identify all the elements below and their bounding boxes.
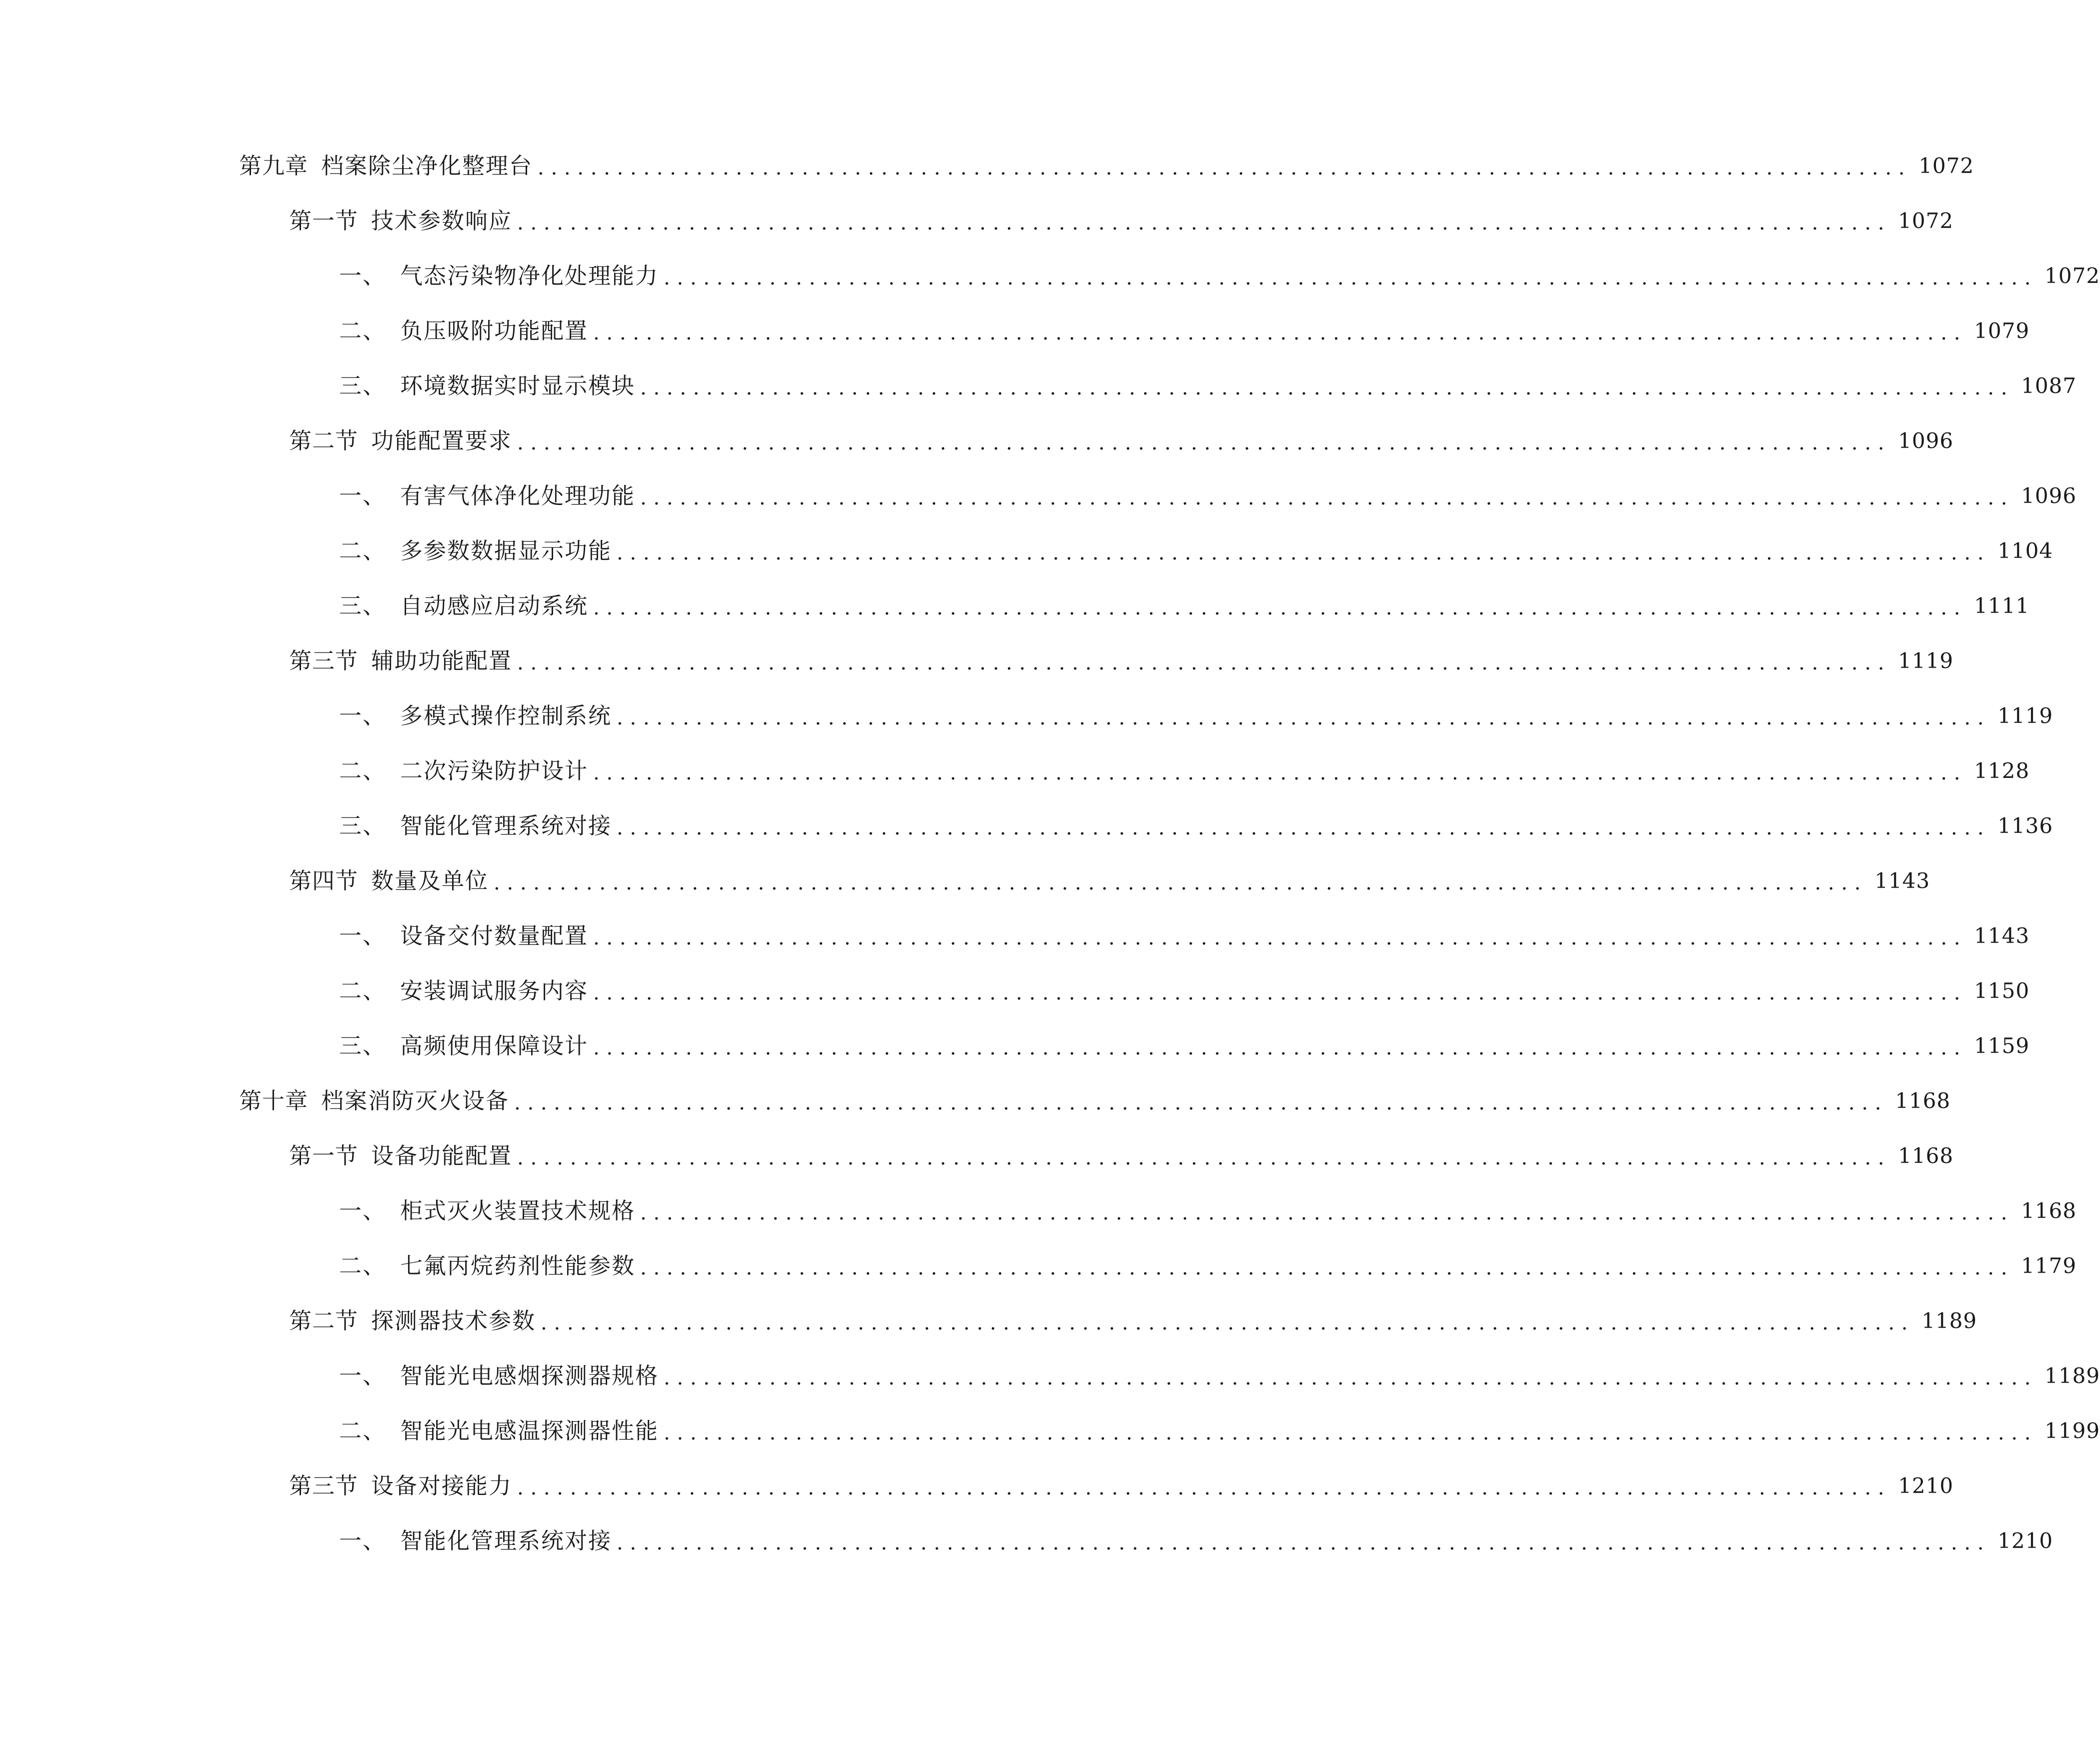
toc-number: 三、 <box>339 372 387 399</box>
toc-title: 设备功能配置 <box>371 1142 513 1169</box>
dot-leader: ........................................................................................................ <box>617 816 1991 840</box>
toc-title: 智能化管理系统对接 <box>400 1528 612 1554</box>
toc-title: 档案消防灭火设备 <box>321 1088 510 1114</box>
toc-title: 功能配置要求 <box>371 428 513 454</box>
toc-page-number: 1072 <box>2044 264 2100 288</box>
toc-number: 第一节 <box>289 208 359 234</box>
toc-title: 探测器技术参数 <box>371 1308 536 1334</box>
dot-leader: ........................................................................................................ <box>593 762 1967 784</box>
toc-title: 七氟丙烷药剂性能参数 <box>400 1252 636 1279</box>
dot-leader: ........................................................................................................ <box>640 486 2014 510</box>
toc-section[interactable] <box>289 1468 1954 1504</box>
toc-number: 二、 <box>339 1252 387 1279</box>
toc-page-number: 1210 <box>1997 1528 2053 1553</box>
toc-page-number: 1119 <box>1898 648 1954 673</box>
toc-page-number: 1168 <box>2021 1198 2077 1223</box>
toc-page-number: 1072 <box>1898 208 1954 233</box>
toc-subsection[interactable] <box>339 918 2030 954</box>
toc-title: 档案除尘净化整理台 <box>321 152 533 179</box>
toc-number: 第二节 <box>289 428 359 454</box>
toc-title: 气态污染物净化处理能力 <box>400 262 659 289</box>
dot-leader: ........................................................................................................ <box>640 1202 2014 1224</box>
toc-number: 一、 <box>339 1362 387 1389</box>
toc-chapter-9[interactable] <box>239 148 1974 184</box>
toc-page-number: 1210 <box>1898 1474 1954 1498</box>
dot-leader: ........................................................................................................ <box>640 376 2014 400</box>
toc-page-number: 1119 <box>1997 704 2053 728</box>
toc-subsection[interactable] <box>339 534 2053 568</box>
toc-page-number: 1159 <box>1974 1034 2030 1058</box>
toc-number: 二、 <box>339 1418 387 1444</box>
dot-leader: ........................................................................................................ <box>541 1312 1915 1334</box>
toc-subsection[interactable] <box>339 1524 2053 1558</box>
toc-title: 二次污染防护设计 <box>400 758 589 784</box>
toc-subsection[interactable] <box>339 1414 2100 1448</box>
toc-page-number: 1128 <box>1974 758 2030 783</box>
toc-title: 高频使用保障设计 <box>400 1032 589 1059</box>
toc-section[interactable] <box>289 424 1954 458</box>
toc-number: 三、 <box>339 592 387 619</box>
toc-page-number: 1136 <box>1997 814 2053 838</box>
toc-subsection[interactable] <box>339 368 2077 404</box>
toc-subsection[interactable] <box>339 258 2100 294</box>
toc-title: 智能光电感烟探测器规格 <box>400 1362 659 1389</box>
dot-leader: ........................................................................................................ <box>593 1036 1967 1060</box>
toc-number: 一、 <box>339 922 387 949</box>
toc-number: 第十章 <box>239 1088 309 1114</box>
toc-title: 设备交付数量配置 <box>400 922 589 949</box>
toc-page-number: 1189 <box>1921 1308 1977 1333</box>
toc-number: 第三节 <box>289 648 359 674</box>
toc-subsection[interactable] <box>339 974 2030 1008</box>
toc-number: 第三节 <box>289 1472 359 1499</box>
dot-leader: ........................................................................................................ <box>593 926 1967 950</box>
dot-leader: ........................................................................................................ <box>514 1092 1888 1114</box>
toc-page-number: 1168 <box>1895 1088 1951 1113</box>
dot-leader: ........................................................................................................ <box>640 1256 2014 1280</box>
toc-page-number: 1150 <box>1974 978 2030 1003</box>
toc-number: 第一节 <box>289 1142 359 1169</box>
dot-leader: ........................................................................................................ <box>517 1476 1891 1500</box>
dot-leader: ........................................................................................................ <box>664 1422 2038 1444</box>
toc-title: 环境数据实时显示模块 <box>400 372 636 399</box>
toc-number: 三、 <box>339 1032 387 1059</box>
toc-number: 第九章 <box>239 152 309 179</box>
toc-page-number: 1179 <box>2021 1254 2077 1278</box>
toc-page-number: 1072 <box>1918 154 1974 178</box>
toc-title: 多模式操作控制系统 <box>400 702 612 729</box>
toc-title: 智能化管理系统对接 <box>400 812 612 839</box>
dot-leader: ........................................................................................................ <box>593 322 1967 344</box>
dot-leader: ........................................................................................................ <box>517 432 1891 454</box>
toc-page-number: 1104 <box>1997 538 2053 563</box>
toc-title: 负压吸附功能配置 <box>400 318 589 344</box>
toc-page-number: 1189 <box>2044 1364 2100 1388</box>
toc-page-number: 1087 <box>2021 374 2077 398</box>
toc-section[interactable] <box>289 204 1954 238</box>
toc-page-number: 1143 <box>1974 924 2030 948</box>
toc-number: 一、 <box>339 262 387 289</box>
toc-section[interactable] <box>289 1138 1954 1174</box>
toc-number: 第二节 <box>289 1308 359 1334</box>
dot-leader: ........................................................................................................ <box>617 706 1991 730</box>
toc-number: 三、 <box>339 812 387 839</box>
toc-subsection[interactable] <box>339 588 2030 624</box>
dot-leader: ........................................................................................................ <box>664 1366 2038 1390</box>
dot-leader: ........................................................................................................ <box>517 212 1891 234</box>
toc-page-number: 1111 <box>1974 594 2030 618</box>
dot-leader: ........................................................................................................ <box>517 652 1891 674</box>
toc-number: 一、 <box>339 482 387 509</box>
toc-page-number: 1199 <box>2044 1418 2100 1443</box>
toc-subsection[interactable] <box>339 478 2077 514</box>
dot-leader: ........................................................................................................ <box>664 266 2038 290</box>
dot-leader: ........................................................................................................ <box>593 982 1967 1004</box>
toc-page-number: 1168 <box>1898 1144 1954 1168</box>
toc-title: 多参数数据显示功能 <box>400 538 612 564</box>
toc-subsection[interactable] <box>339 314 2030 348</box>
toc-section[interactable] <box>289 864 1930 898</box>
toc-number: 二、 <box>339 758 387 784</box>
toc-title: 辅助功能配置 <box>371 648 513 674</box>
toc-number: 二、 <box>339 978 387 1004</box>
toc-title: 设备对接能力 <box>371 1472 513 1499</box>
toc-number: 一、 <box>339 702 387 729</box>
toc-subsection[interactable] <box>339 754 2030 788</box>
toc-section[interactable] <box>289 1304 1977 1338</box>
toc-page-number: 1096 <box>2021 484 2077 508</box>
toc-page-number: 1096 <box>1898 428 1954 453</box>
toc-subsection[interactable] <box>339 1358 2100 1394</box>
toc-number: 一、 <box>339 1198 387 1224</box>
dot-leader: ........................................................................................................ <box>593 596 1967 620</box>
toc-number: 第四节 <box>289 868 359 894</box>
toc-subsection[interactable] <box>339 1194 2077 1228</box>
toc-title: 有害气体净化处理功能 <box>400 482 636 509</box>
toc-title: 数量及单位 <box>371 868 489 894</box>
dot-leader: ........................................................................................................ <box>617 542 1991 564</box>
toc-number: 二、 <box>339 318 387 344</box>
toc-title: 自动感应启动系统 <box>400 592 589 619</box>
toc-title: 柜式灭火装置技术规格 <box>400 1198 636 1224</box>
toc-page-number: 1079 <box>1974 318 2030 343</box>
toc-title: 安装调试服务内容 <box>400 978 589 1004</box>
toc-chapter-10[interactable] <box>239 1084 1951 1118</box>
dot-leader: ........................................................................................................ <box>494 872 1868 894</box>
dot-leader: ........................................................................................................ <box>517 1146 1891 1170</box>
toc-subsection[interactable] <box>339 1248 2077 1284</box>
toc-number: 一、 <box>339 1528 387 1554</box>
toc-subsection[interactable] <box>339 698 2053 734</box>
dot-leader: ........................................................................................................ <box>617 1532 1991 1554</box>
toc-title: 技术参数响应 <box>371 208 513 234</box>
toc-section[interactable] <box>289 644 1954 678</box>
dot-leader: ........................................................................................................ <box>538 156 1912 180</box>
toc-page-number: 1143 <box>1874 868 1930 893</box>
toc-subsection[interactable] <box>339 1028 2030 1064</box>
toc-title: 智能光电感温探测器性能 <box>400 1418 659 1444</box>
toc-subsection[interactable] <box>339 808 2053 844</box>
toc-number: 二、 <box>339 538 387 564</box>
